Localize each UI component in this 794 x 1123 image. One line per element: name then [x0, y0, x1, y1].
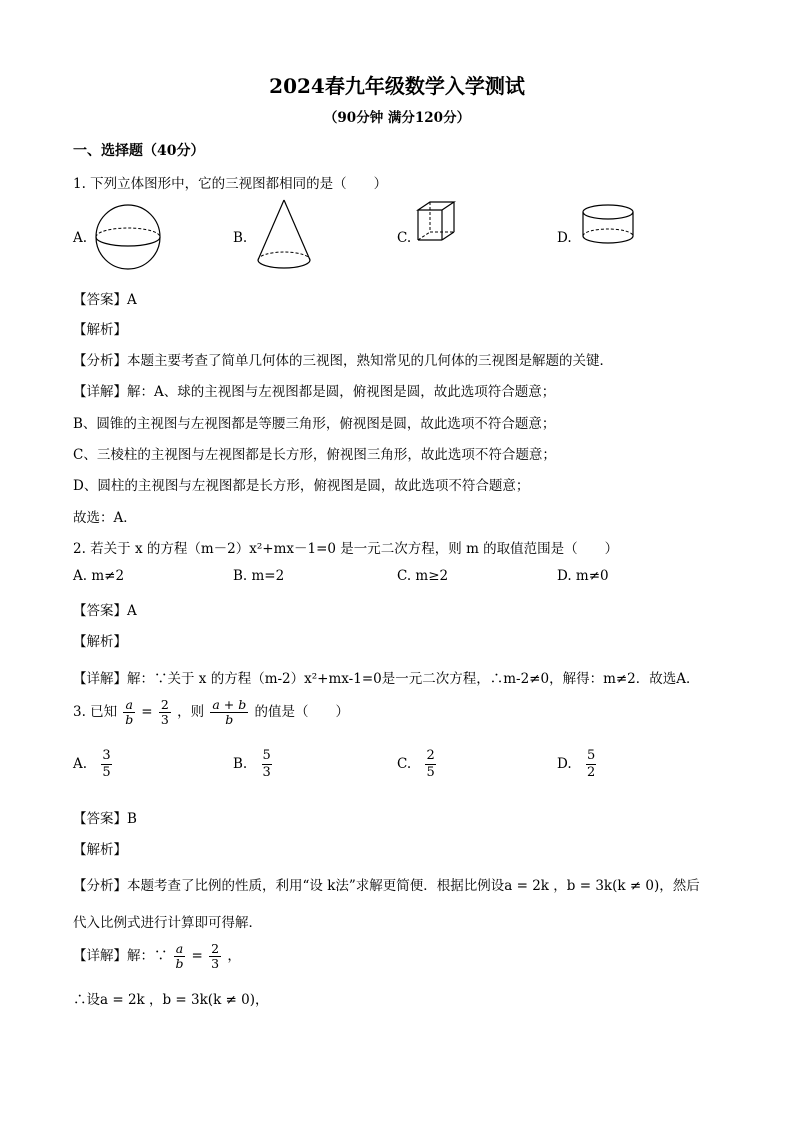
fraction-numerator: a: [125, 697, 133, 712]
fraction-two-thirds: [159, 698, 171, 727]
fraction-denominator: 3: [211, 956, 220, 971]
q1-detail-line: 【详解】解：A、球的主视图与左视图都是圆，俯视图是圆，故此选项符合题意；: [73, 384, 556, 400]
q1-detail-line: 故选：A．: [73, 510, 137, 526]
q1-option-d-label: D.: [557, 230, 572, 246]
q2-option-b: B. m=2: [233, 568, 285, 584]
q3-option-b: [233, 748, 272, 781]
fraction-denominator: 2: [586, 765, 596, 780]
fraction-denominator: 3: [160, 712, 169, 727]
equals-sign: =: [141, 704, 153, 720]
q3-option-fraction: [101, 748, 111, 781]
q3-analysis-line-1: 【分析】本题考查了比例的性质，利用“设 k法”求解更简便．根据比例设a = 2k ，b = 3k(k ≠ 0)，然后: [73, 878, 700, 894]
section-heading: 一、选择题（40分）: [73, 143, 205, 159]
q3-option-letter: D.: [557, 756, 572, 772]
fraction-numerator: a + b: [212, 697, 247, 712]
q3-stem-suffix: 的值是（ ）: [254, 704, 350, 720]
q3-option-c: [397, 748, 436, 781]
q2-answer: 【答案】A: [73, 603, 137, 619]
fraction-denominator: b: [225, 712, 234, 727]
q3-detail-prefix: 【详解】解：∵: [73, 948, 168, 964]
fraction-numerator: 5: [262, 748, 271, 763]
fraction-numerator: 5: [586, 748, 596, 763]
fraction-denominator: b: [175, 956, 184, 971]
q1-analysis-label: 【解析】: [73, 322, 127, 338]
q1-detail-line: B、圆锥的主视图与左视图都是等腰三角形，俯视图是圆，故此选项不符合题意；: [73, 416, 556, 432]
question-1-stem: 1. 下列立体图形中，它的三视图都相同的是（ ）: [73, 176, 388, 192]
fraction-numerator: 2: [160, 697, 169, 712]
fraction-numerator: 2: [211, 941, 220, 956]
fraction-a-over-b: [123, 698, 134, 727]
q3-option-letter: B.: [233, 756, 248, 772]
fraction-a-plus-b-over-b: [210, 698, 248, 727]
q3-option-letter: A.: [73, 756, 88, 772]
equals-sign: =: [191, 948, 203, 964]
q3-answer: 【答案】B: [73, 811, 137, 827]
q2-option-a: A. m≠2: [73, 568, 125, 584]
q1-option-b-label: B.: [233, 230, 248, 246]
cone-icon: [254, 198, 314, 274]
question-2-stem: 2. 若关于 x 的方程（m－2）x²+mx－1=0 是一元二次方程，则 m 的取值范围是（ ）: [73, 541, 619, 557]
q3-option-fraction: [586, 748, 596, 781]
q3-analysis-label: 【解析】: [73, 842, 127, 858]
q3-stem-mid: ，则: [177, 704, 205, 720]
fraction-numerator: 3: [102, 748, 111, 763]
q1-detail-line: D、圆柱的主视图与左视图都是长方形，俯视图是圆，故此选项不符合题意；: [73, 478, 530, 494]
q1-analysis: 【分析】本题主要考查了简单几何体的三视图，熟知常见的几何体的三视图是解题的关键．: [73, 353, 613, 369]
fraction-denominator: 3: [262, 765, 271, 780]
q1-answer: 【答案】A: [73, 292, 137, 308]
q3-option-fraction: [425, 748, 435, 781]
q2-detail: 【详解】解：∵关于 x 的方程（m-2）x²+mx-1=0是一元二次方程，∴m-2≠0，解得：m≠2．故选A．: [73, 671, 700, 687]
fraction-denominator: 5: [102, 765, 111, 780]
fraction-two-thirds: [209, 942, 221, 971]
fraction-numerator: a: [175, 941, 184, 956]
cylinder-icon: [580, 203, 636, 245]
triangular-prism-icon: [414, 198, 458, 244]
page-subtitle: （90分钟 满分120分）: [323, 110, 471, 126]
sphere-icon: [92, 204, 164, 270]
fraction-numerator: 2: [426, 748, 435, 763]
q3-detail-last: ∴设a = 2k ，b = 3k(k ≠ 0)，: [73, 992, 269, 1008]
q3-option-a: [73, 748, 112, 781]
q3-detail: [73, 942, 241, 971]
q1-detail-line: C、三棱柱的主视图与左视图都是长方形，俯视图三角形，故此选项不符合题意；: [73, 447, 556, 463]
q3-analysis-line-2: 代入比例式进行计算即可得解．: [73, 915, 262, 931]
fraction-denominator: 5: [426, 765, 435, 780]
q3-stem-prefix: 3. 已知: [73, 704, 118, 720]
q2-option-c: C. m≥2: [397, 568, 449, 584]
q3-option-d: [557, 748, 596, 781]
q1-option-a-label: A.: [73, 230, 88, 246]
fraction-denominator: b: [125, 712, 134, 727]
q2-option-d: D. m≠0: [557, 568, 609, 584]
q1-option-c-label: C.: [397, 230, 412, 246]
question-3-stem: [73, 698, 349, 727]
q3-detail-suffix: ，: [227, 948, 241, 964]
q3-option-letter: C.: [397, 756, 412, 772]
q3-option-fraction: [262, 748, 272, 781]
page-title: 2024春九年级数学入学测试: [269, 74, 525, 98]
q2-analysis-label: 【解析】: [73, 634, 127, 650]
fraction-a-over-b: [174, 942, 185, 971]
